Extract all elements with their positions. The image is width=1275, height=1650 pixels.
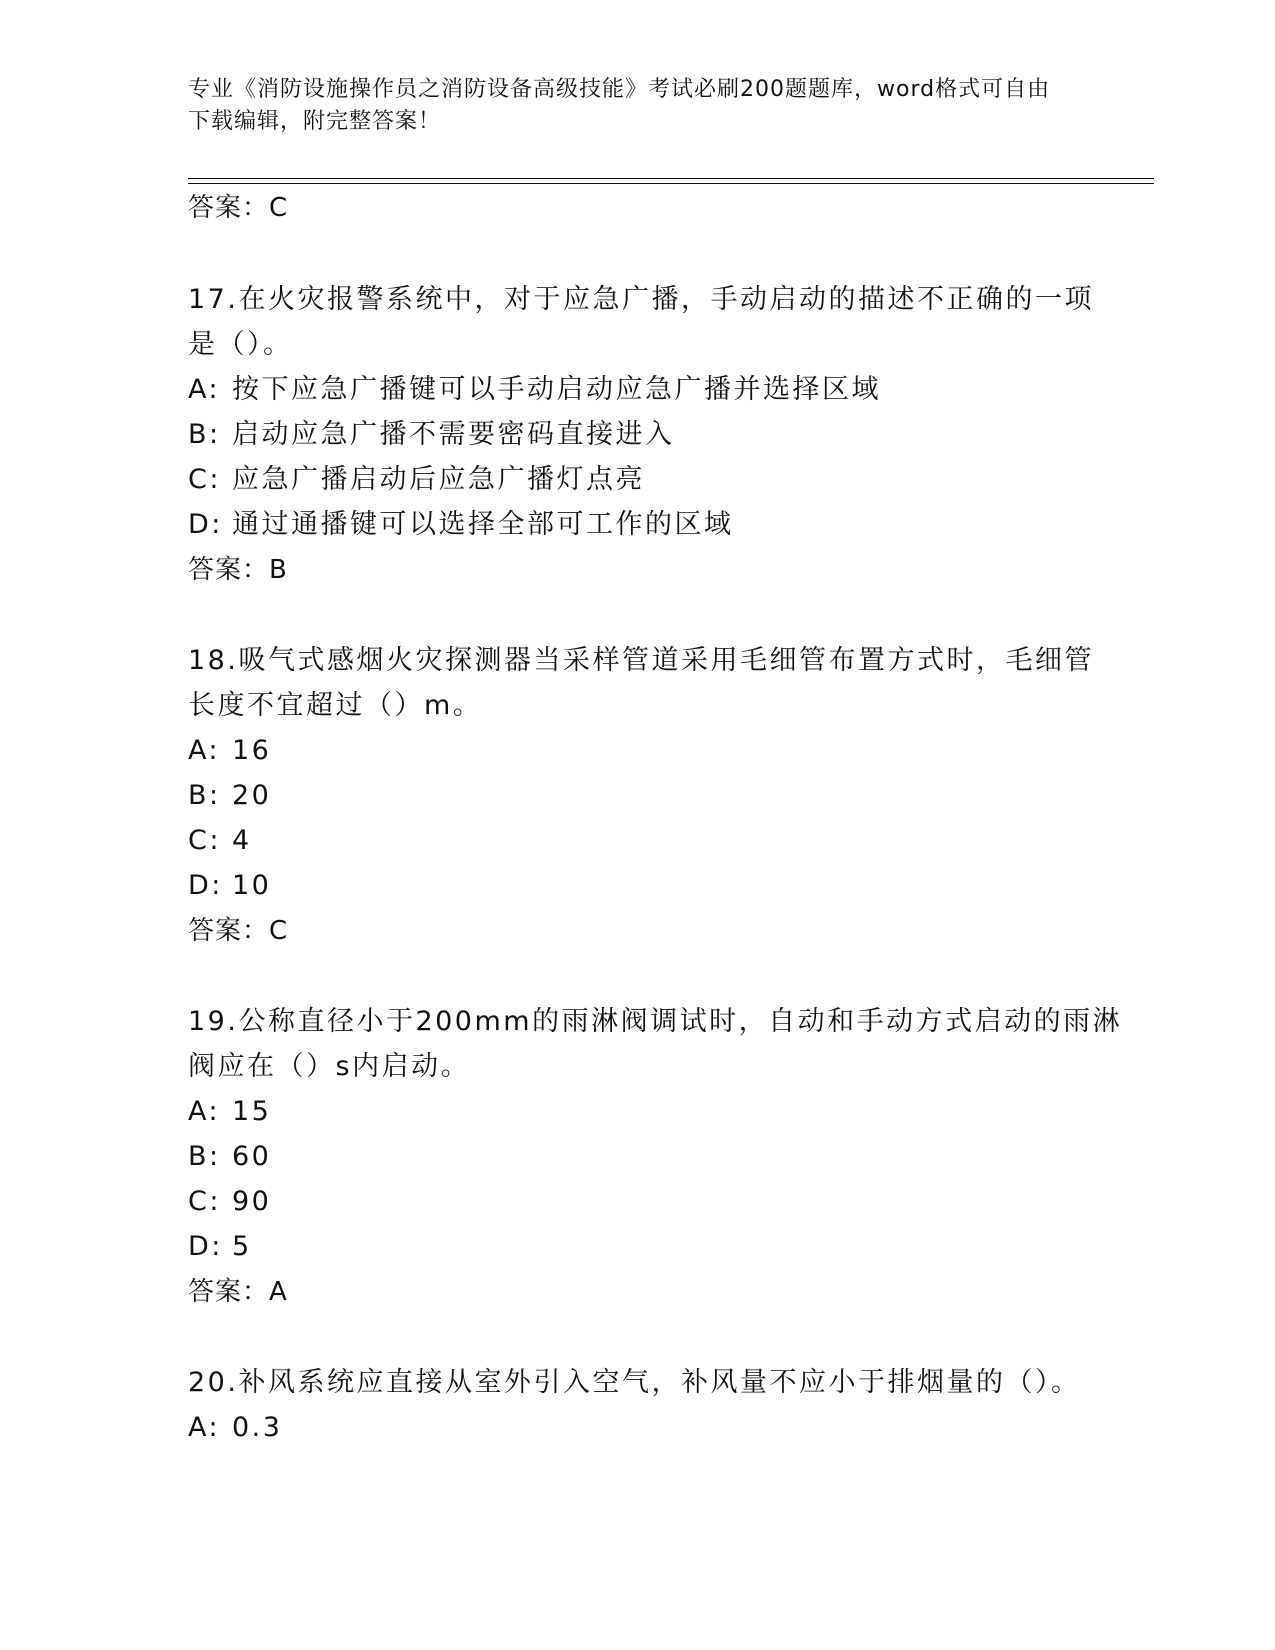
option-text: 应急广播启动后应急广播灯点亮 bbox=[232, 464, 645, 495]
option-key: A: bbox=[188, 1412, 221, 1443]
option-line bbox=[188, 373, 881, 407]
option-line bbox=[188, 508, 734, 542]
question-stem-continued: 长度不宜超过（）m。 bbox=[188, 690, 483, 721]
option-line bbox=[188, 824, 252, 858]
option-key: B: bbox=[188, 780, 221, 811]
option-line bbox=[188, 779, 271, 813]
option-text: 60 bbox=[232, 1141, 272, 1172]
option-line bbox=[188, 463, 645, 497]
question-stem: 19.公称直径小于200mm的雨淋阀调试时，自动和手动方式启动的雨淋 bbox=[188, 1006, 1123, 1037]
option-text: 按下应急广播键可以手动启动应急广播并选择区域 bbox=[232, 374, 881, 405]
option-text: 15 bbox=[232, 1096, 272, 1127]
option-line bbox=[188, 1095, 271, 1129]
question-stem: 18.吸气式感烟火灾探测器当采样管道采用毛细管布置方式时，毛细管 bbox=[188, 645, 1094, 676]
option-text: 10 bbox=[232, 870, 272, 901]
option-key: C: bbox=[188, 825, 221, 856]
header-rule-top bbox=[188, 178, 1154, 179]
option-line bbox=[188, 1230, 252, 1264]
option-key: B: bbox=[188, 1141, 221, 1172]
option-line bbox=[188, 1140, 271, 1174]
option-key: D: bbox=[188, 1231, 223, 1262]
option-text: 0.3 bbox=[232, 1412, 283, 1443]
option-text: 5 bbox=[232, 1231, 252, 1262]
answer-line: 答案：B bbox=[188, 555, 288, 585]
option-text: 20 bbox=[232, 780, 272, 811]
option-line bbox=[188, 1411, 282, 1445]
option-key: C: bbox=[188, 1186, 221, 1217]
option-text: 通过通播键可以选择全部可工作的区域 bbox=[232, 509, 734, 540]
option-text: 16 bbox=[232, 735, 272, 766]
option-text: 4 bbox=[232, 825, 252, 856]
option-key: A: bbox=[188, 1096, 221, 1127]
answer-line: 答案：A bbox=[188, 1277, 288, 1307]
question-stem: 17.在火灾报警系统中，对于应急广播，手动启动的描述不正确的一项 bbox=[188, 284, 1094, 315]
option-text: 90 bbox=[232, 1186, 272, 1217]
question-stem-continued: 是（）。 bbox=[188, 329, 293, 360]
option-text: 启动应急广播不需要密码直接进入 bbox=[232, 419, 675, 450]
document-header: 专业《消防设施操作员之消防设备高级技能》考试必刷200题题库，word格式可自由下载编辑，附完整答案！ bbox=[188, 77, 1051, 134]
question-stem: 20.补风系统应直接从室外引入空气，补风量不应小于排烟量的（）。 bbox=[188, 1367, 1081, 1398]
option-key: D: bbox=[188, 509, 223, 540]
option-line bbox=[188, 1185, 271, 1219]
answer-line: 答案：C bbox=[188, 916, 289, 946]
question-stem-continued: 阀应在（）s内启动。 bbox=[188, 1051, 471, 1082]
option-key: A: bbox=[188, 374, 221, 405]
option-line bbox=[188, 734, 271, 768]
option-key: B: bbox=[188, 419, 221, 450]
header-rule-bottom bbox=[188, 183, 1154, 184]
option-key: A: bbox=[188, 735, 221, 766]
option-line bbox=[188, 418, 675, 452]
option-key: C: bbox=[188, 464, 221, 495]
option-line bbox=[188, 869, 271, 903]
answer-line: 答案：C bbox=[188, 193, 289, 223]
option-key: D: bbox=[188, 870, 223, 901]
